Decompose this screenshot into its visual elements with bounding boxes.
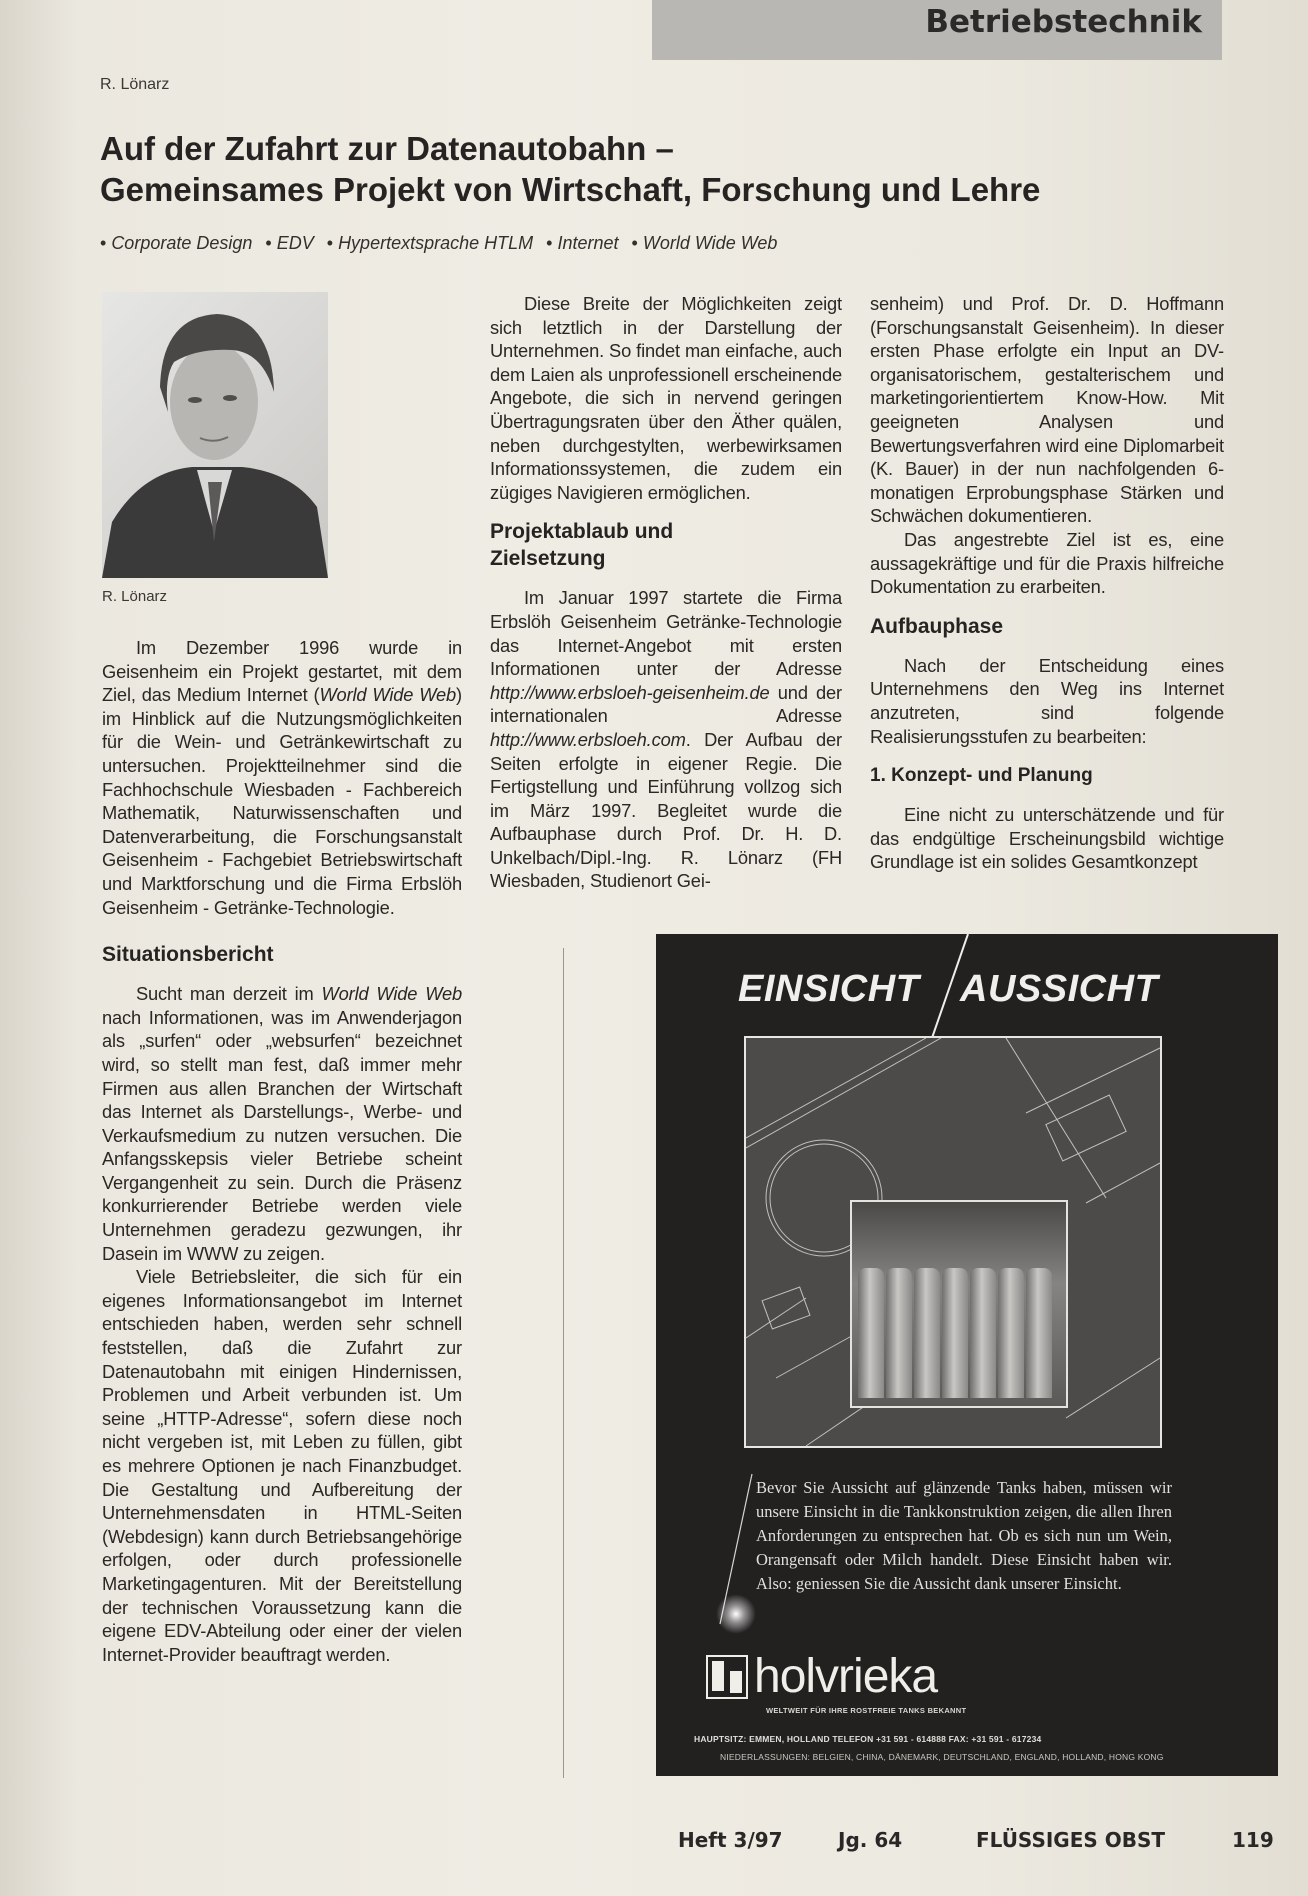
footer-journal: FLÜSSIGES OBST	[976, 1828, 1166, 1852]
column-2	[490, 292, 842, 893]
article-title	[100, 128, 1230, 210]
title-line-1: Auf der Zufahrt zur Datenautobahn –	[100, 130, 674, 167]
heading-konzept: 1. Konzept- und Planung	[870, 765, 1093, 787]
paragraph: Im Dezember 1996 wurde in Geisenheim ein Projekt gestartet, mit dem Ziel, das Medium Internet (World Wide Web) im Hinblick auf die Nutzungsmöglichkeiten für die Wein- und Getränkewirtschaft zu untersuchen. Projektteilnehmer sind die Fachhochschule Wiesbaden - Fachbereich Mathematik, Naturwissenschaften und Datenverarbeitung, die Forschungsanstalt Geisenheim - Fachgebiet Betriebswirtschaft und Marktforschung und die Firma Erbslöh Geisenheim - Getränke-Technologie.	[102, 637, 462, 918]
link-url[interactable]: http://www.erbsloeh-geisenheim.de	[490, 681, 770, 703]
blueprint-image	[744, 1036, 1162, 1448]
ad-copy: Bevor Sie Aussicht auf glänzende Tanks haben, müssen wir unsere Einsicht in die Tankkonstruktion zeigen, die allen Ihren Anforderungen zu entsprechen hat. Ob es sich nun um Wein, Orangensaft oder Milch handelt. Diese Einsicht haben wir. Also: geniessen Sie die Aussicht dank unserer Einsicht.	[756, 1478, 1172, 1593]
ad-headline-left: EINSICHT	[738, 968, 920, 1010]
section-header-bar	[652, 0, 1222, 60]
paragraph: Nach der Entscheidung eines Unternehmens den Weg ins Internet anzutreten, sind folgende Realisierungsstufen zu bearbeiten:	[870, 654, 1224, 747]
column-3	[870, 292, 1224, 874]
logo-mark-icon	[706, 1655, 748, 1699]
keyword: • EDV	[265, 233, 313, 253]
paragraph: Diese Breite der Möglichkeiten zeigt sich letztlich in der Darstellung der Unternehmen. So findet man einfache, auch dem Laien als unprofessionell erscheinende Angebote, die sich in nervend geringen Übertragungsraten über den Äther quälen, neben durchgestylten, werbewirksamen Informationssystemen, die zudem ein zügiges Navigieren ermöglichen.	[490, 293, 842, 503]
ad-headline-right: AUSSICHT	[960, 968, 1159, 1010]
keyword-list	[100, 233, 785, 254]
heading-aufbauphase: Aufbauphase	[870, 614, 1004, 638]
author-byline: R. Lönarz	[100, 76, 170, 93]
branches-line: NIEDERLASSUNGEN: BELGIEN, CHINA, DÄNEMARK, DEUTSCHLAND, ENGLAND, HOLLAND, HONG KONG	[720, 1752, 1164, 1762]
brand-name: holvrieka	[754, 1650, 938, 1703]
portrait-illustration	[102, 292, 328, 578]
keyword: • Hypertextsprache HTLM	[327, 233, 533, 253]
brand-logo	[706, 1649, 937, 1704]
paragraph: Im Januar 1997 startete die Firma Erbslöh Geisenheim Getränke-Technologie das Internet-Angebot mit ersten Informationen unter der Adresse http://www.erbsloeh-geisenheim.de und der internationalen Adresse http://www.erbsloeh.com. Der Aufbau der Seiten erfolgte in eigener Regie. Die Fertigstellung und Einführung vollzog sich im März 1997. Begleitet wurde die Aufbauphase durch Prof. Dr. H. D. Unkelbach/Dipl.-Ing. R. Lönarz (FH Wiesbaden, Studienort Gei-	[490, 587, 842, 892]
paragraph: senheim) und Prof. Dr. D. Hoffmann (Forschungsanstalt Geisenheim). In dieser ersten Phase erfolgte ein Input an DV-organisatorischem, gestalterischem und marketingorientiertem Know-How. Mit geeigneten Analysen und Bewertungsverfahren wird eine Diplomarbeit (K. Bauer) in der nun nachfolgenden 6-monatigen Erprobungsphase Stärken und Schwächen dokumentieren.	[870, 293, 1224, 527]
keyword: • Internet	[546, 233, 618, 253]
page-number: 119	[1232, 1828, 1274, 1852]
link-url[interactable]: http://www.erbsloeh.com	[490, 728, 686, 750]
brand-tagline: WELTWEIT FÜR IHRE ROSTFREIE TANKS BEKANNT	[766, 1706, 967, 1715]
footer-volume: Jg. 64	[838, 1828, 903, 1852]
column-divider	[563, 948, 564, 1778]
keyword: • Corporate Design	[100, 233, 252, 253]
footer-issue: Heft 3/97	[678, 1828, 783, 1852]
paragraph: Das angestrebte Ziel ist es, eine aussagekräftige und für die Praxis hilfreiche Dokumentation zu erarbeiten.	[870, 528, 1224, 598]
photo-caption: R. Lönarz	[102, 588, 168, 605]
section-title: Betriebstechnik	[925, 4, 1202, 40]
keyword: • World Wide Web	[632, 233, 778, 253]
contact-line: HAUPTSITZ: EMMEN, HOLLAND TELEFON +31 591 - 614888 FAX: +31 591 - 617234	[694, 1734, 1042, 1744]
heading-projektablauf: Projektablaub und Zielsetzung	[490, 520, 674, 571]
column-1	[102, 636, 462, 1666]
advertisement	[656, 934, 1278, 1776]
title-line-2: Gemeinsames Projekt von Wirtschaft, Forschung und Lehre	[100, 171, 1041, 208]
light-flare-icon	[716, 1594, 756, 1634]
author-photo	[102, 292, 328, 578]
heading-situationsbericht: Situationsbericht	[102, 943, 274, 967]
paragraph: Eine nicht zu unterschätzende und für das endgültige Erscheinungsbild wichtige Grundlage ist ein solides Gesamtkonzept	[870, 804, 1224, 873]
paragraph: Sucht man derzeit im World Wide Web nach Informationen, was im Anwenderjagon als „surfen“ oder „websurfen“ bezeichnet wird, so stellt man fest, daß immer mehr Firmen aus allen Branchen der Wirtschaft das Internet als Darstellungs-, Werbe- und Verkaufsmedium zu nutzen versuchen. Die Anfangsskepsis vieler Betriebe scheint Vergangenheit zu sein. Durch die Präsenz konkurrierender Betriebe werden viele Unternehmen geradezu gezwungen, ihr Dasein im WWW zu zeigen.	[102, 983, 462, 1264]
tanks-photo	[850, 1200, 1068, 1408]
paragraph: Viele Betriebsleiter, die sich für ein eigenes Informationsangebot im Internet entschieden haben, werden sehr schnell feststellen, daß die Zufahrt zur Datenautobahn mit einigen Hindernissen, Problemen und Arbeit verbunden ist. Um seine „HTTP-Adresse“, sofern diese noch nicht vergeben ist, mit Leben zu füllen, gibt es mehrere Optionen je nach Finanzbudget. Die Gestaltung und Aufbereitung der Unternehmensdaten in HTML-Seiten (Webdesign) kann durch Betriebsangehörige erfolgen, oder durch professionelle Marketingagenturen. Mit der Bereitstellung der technischen Voraussetzung kann die eigene EDV-Abteilung oder einer der vielen Internet-Provider beauftragt werden.	[102, 1266, 462, 1665]
